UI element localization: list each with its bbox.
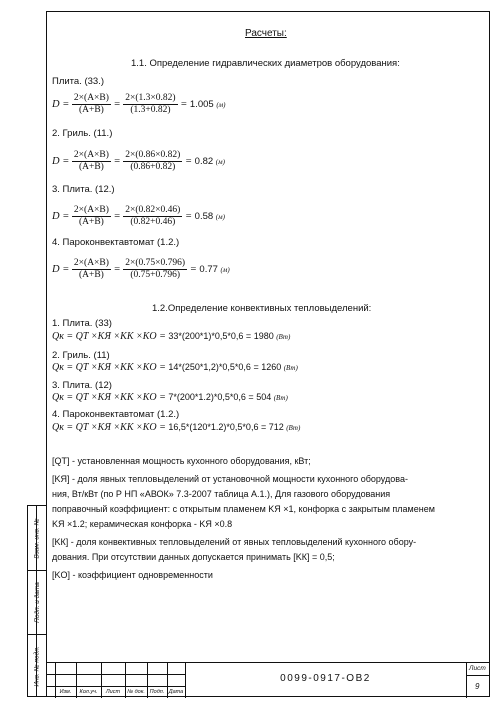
note-kya-3: поправочный коэффициент: с открытым пламенем KЯ ×1, конфорка с закрытым пламенем bbox=[52, 504, 435, 514]
side-table-divider bbox=[36, 505, 37, 697]
q-item2-label: 2. Гриль. (11) bbox=[52, 350, 110, 361]
formula-d-3: D = $\frac{2\times(A\times B)}{(A+B)}$ = $\frac{2\times(0.82\times 0.46)}{(0.82+0.46)}$ = 0.58 (м) bbox=[52, 205, 225, 227]
col-sign: Подп. bbox=[149, 689, 165, 695]
formula-d-1: D = $\frac{2\times(A\times B)}{(A+B)}$ = $\frac{2\times(1.3\times 0.82)}{(1.3+0.82)}$ = 1.005 (м) bbox=[52, 93, 226, 115]
col-doc: № док. bbox=[127, 689, 145, 695]
note-kya-1: [KЯ] - доля явных тепловыделений от установочной мощности кухонного оборудова- bbox=[52, 474, 408, 484]
item2-label: 2. Гриль. (11.) bbox=[52, 128, 113, 139]
item3-label: 3. Плита. (12.) bbox=[52, 184, 115, 195]
note-kk-1: [KК] - доля конвективных тепловыделений от явных тепловыделений кухонного обору- bbox=[52, 537, 417, 547]
note-qt: [QТ] - установленная мощность кухонного оборудования, кВт; bbox=[52, 456, 311, 466]
side-label-sign-date: Подп. и дата bbox=[34, 581, 42, 623]
page-title: Расчеты: bbox=[245, 28, 287, 39]
formula-q-1: Qк = QТ ×KЯ ×KК ×KО = 33*(200*1)*0,5*0,6 = 1980 (Вт) bbox=[52, 331, 291, 342]
col-kolvo: Кол.уч. bbox=[79, 689, 98, 695]
sheet-number: 9 bbox=[475, 682, 480, 691]
q-item1-label: 1. Плита. (33) bbox=[52, 318, 112, 329]
document-code: 0099-0917-ОВ2 bbox=[280, 673, 371, 684]
q-item3-label: 3. Плита. (12) bbox=[52, 380, 112, 391]
col-izm: Изм. bbox=[59, 689, 72, 695]
section2-heading: 1.2.Определение конвективных тепловыделений: bbox=[152, 303, 372, 314]
section1-heading: 1.1. Определение гидравлических диаметров оборудования: bbox=[131, 58, 400, 69]
item4-label: 4. Пароконвектавтомат (1.2.) bbox=[52, 237, 180, 248]
formula-d-2: D = $\frac{2\times(A\times B)}{(A+B)}$ = $\frac{2\times(0.86\times 0.82)}{(0.86+0.82)}$ = 0.82 (м) bbox=[52, 150, 225, 172]
side-label-replace: Взам. инв. № bbox=[34, 517, 42, 559]
note-kya-2: ния, Вт/кВт (по Р НП «АВОК» 7.3-2007 таблица А.1.), Для газового оборудования bbox=[52, 489, 391, 499]
sheet-label: Лист bbox=[469, 665, 486, 672]
formula-d-4: D = $\frac{2\times(A\times B)}{(A+B)}$ = $\frac{2\times(0.75\times 0.796)}{(0.75+0.796)}$ = 0.77 (м) bbox=[52, 258, 230, 280]
side-label-inv-number: Инв. № подл. bbox=[34, 645, 41, 687]
title-block bbox=[46, 662, 490, 697]
side-stamp-table bbox=[27, 505, 47, 697]
item1-label: Плита. (33.) bbox=[52, 76, 105, 87]
note-kk-2: дования. При отсутствии данных допускается принимать [KК] = 0,5; bbox=[52, 552, 335, 562]
note-ko: [KО] - коэффициент одновременности bbox=[52, 570, 213, 580]
formula-q-4: Qк = QТ ×KЯ ×KК ×KО = 16,5*(120*1.2)*0,5*0,6 = 712 (Вт) bbox=[52, 422, 301, 433]
formula-q-2: Qк = QТ ×KЯ ×KК ×KО = 14*(250*1,2)*0,5*0,6 = 1260 (Вт) bbox=[52, 362, 298, 373]
col-date: Дата bbox=[168, 689, 184, 695]
col-list: Лист bbox=[105, 689, 121, 695]
q-item4-label: 4. Пароконвектавтомат (1.2.) bbox=[52, 409, 180, 420]
formula-q-3: Qк = QТ ×KЯ ×KК ×KО = 7*(200*1.2)*0,5*0,6 = 504 (Вт) bbox=[52, 392, 288, 403]
note-kya-4: KЯ ×1.2; керамическая конфорка - KЯ ×0.8 bbox=[52, 519, 233, 529]
